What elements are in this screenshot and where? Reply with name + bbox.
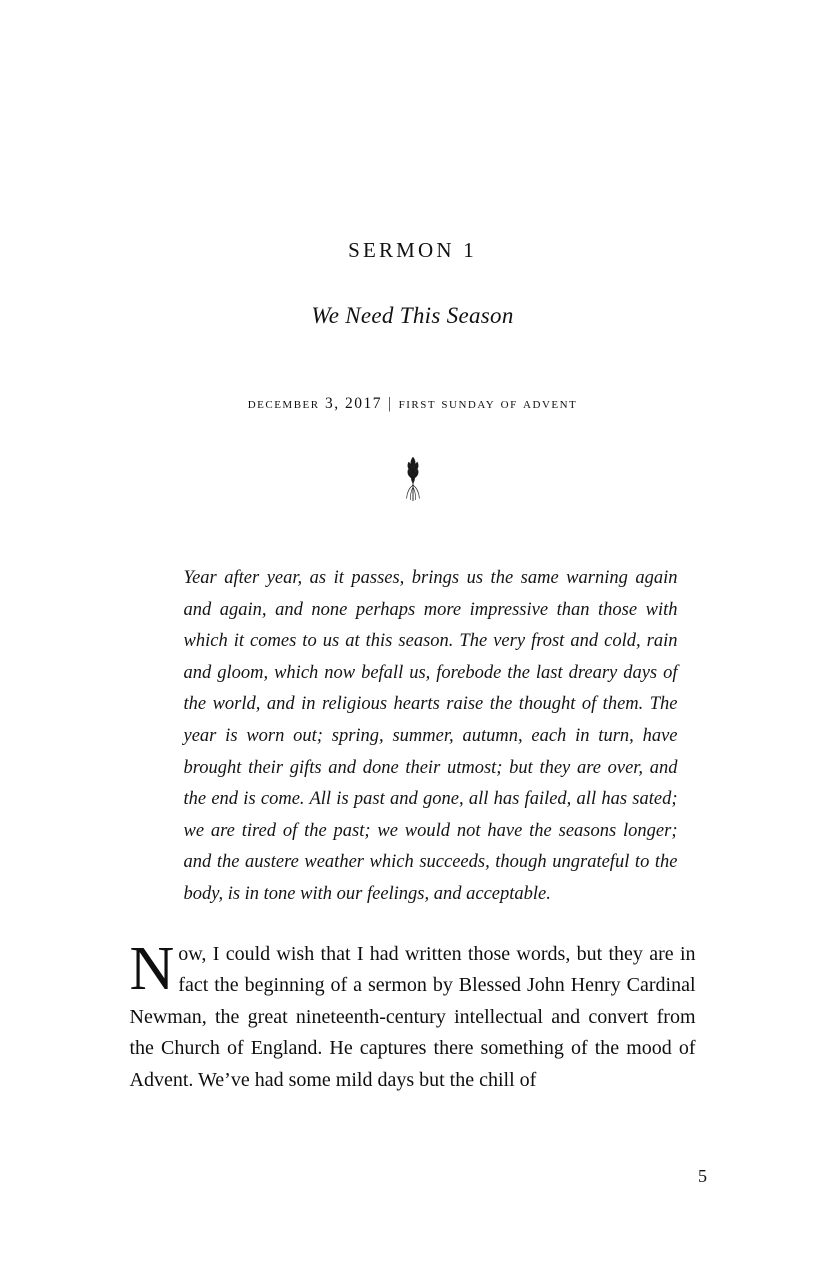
wheat-sheaf-ornament bbox=[393, 453, 433, 505]
page-number: 5 bbox=[698, 1166, 707, 1186]
body-paragraph-text: ow, I could wish that I had written those words, but they are in fact the beginning of a sermon by Blessed John Henry Cardinal Newman, the great nineteenth-century intellectual and convert from the Church of England. He captures there something of the mood of Advent. We’ve had some mild days but the chill of bbox=[129, 942, 696, 1091]
chapter-subtitle: We Need This Season bbox=[311, 303, 514, 328]
body-paragraph bbox=[129, 934, 696, 1097]
epigraph-quote: Year after year, as it passes, brings us the same warning again and again, and none perhaps more impressive than those with which it comes to us at this season. The very frost and cold, rain and gloom, which now befall us, forebode the last dreary days of the world, and in religious hearts raise the thought of them. The year is worn out; spring, summer, autumn, each in turn, have brought their gifts and done their utmost; but they are over, and the end is come. All is past and gone, all has failed, all has sated; we are tired of the past; we would not have the seasons longer; and the austere weather which succeeds, though ungrateful to the body, is in tone with our feelings, and acceptable. bbox=[183, 568, 678, 904]
drop-cap: N bbox=[129, 934, 175, 1003]
dateline-occasion: first sunday of advent bbox=[398, 395, 578, 412]
dateline-separator: | bbox=[387, 395, 393, 412]
dateline-date: december 3, 2017 bbox=[247, 395, 382, 412]
page-title: SERMON 1 bbox=[348, 238, 477, 262]
chapter-header bbox=[0, 0, 825, 505]
chapter-dateline bbox=[0, 395, 825, 413]
